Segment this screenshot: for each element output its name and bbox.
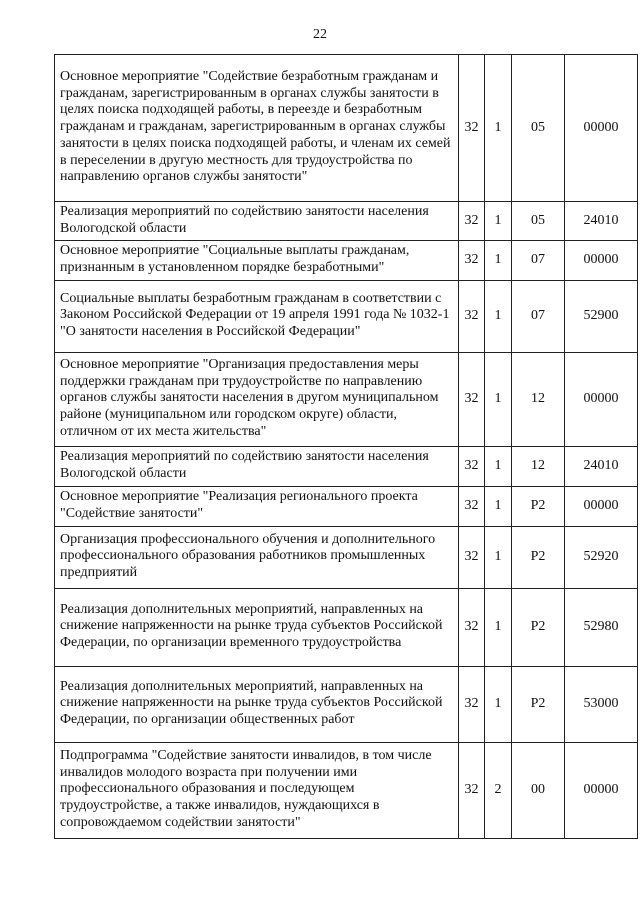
code-cell-1: 32 [459,280,485,352]
row-description: Реализация дополнительных мероприятий, направленных на снижение напряженности на рынке труда субъектов Российской Федерации, по организации временного трудоустройства [55,588,459,666]
code-cell-4: 24010 [565,202,638,241]
code-cell-3: P2 [512,486,565,526]
code-cell-3: 07 [512,241,565,280]
table-row [55,666,638,742]
code-cell-1: 32 [459,241,485,280]
code-cell-4: 52980 [565,588,638,666]
code-cell-1: 32 [459,446,485,486]
code-cell-1: 32 [459,526,485,588]
code-cell-2: 1 [485,55,512,202]
code-cell-2: 1 [485,486,512,526]
code-cell-2: 1 [485,666,512,742]
row-description: Основное мероприятие "Реализация регионального проекта "Содействие занятости" [55,486,459,526]
code-cell-3: 12 [512,446,565,486]
row-description: Организация профессионального обучения и дополнительного профессионального образования работников промышленных предприятий [55,526,459,588]
table-row [55,526,638,588]
code-cell-4: 00000 [565,352,638,446]
code-cell-1: 32 [459,666,485,742]
code-cell-3: 07 [512,280,565,352]
code-cell-2: 1 [485,588,512,666]
code-cell-4: 52920 [565,526,638,588]
code-cell-3: 12 [512,352,565,446]
row-description: Подпрограмма "Содействие занятости инвалидов, в том числе инвалидов молодого возраста при получении ими профессионального образования и последующем трудоустройстве, а также инвалидов, нуждающихся в сопровождаемом содействии занятости" [55,742,459,838]
code-cell-1: 32 [459,486,485,526]
row-description: Реализация дополнительных мероприятий, направленных на снижение напряженности на рынке труда субъектов Российской Федерации, по организации общественных работ [55,666,459,742]
code-cell-2: 1 [485,241,512,280]
code-cell-3: P2 [512,666,565,742]
code-cell-3: P2 [512,588,565,666]
code-cell-3: 05 [512,55,565,202]
table-row [55,352,638,446]
code-cell-4: 24010 [565,446,638,486]
code-cell-2: 1 [485,352,512,446]
code-cell-1: 32 [459,202,485,241]
table-row [55,202,638,241]
code-cell-4: 00000 [565,742,638,838]
code-cell-2: 2 [485,742,512,838]
row-description: Основное мероприятие "Организация предоставления меры поддержки гражданам при трудоустройстве по направлению органов службы занятости населения в другом муниципальном районе (муниципальном или городском округе) области, отличном от их места жительства" [55,352,459,446]
budget-table [54,54,638,839]
code-cell-4: 00000 [565,486,638,526]
code-cell-2: 1 [485,446,512,486]
code-cell-4: 52900 [565,280,638,352]
code-cell-4: 00000 [565,241,638,280]
code-cell-3: P2 [512,526,565,588]
code-cell-3: 05 [512,202,565,241]
table-row [55,55,638,202]
code-cell-4: 53000 [565,666,638,742]
code-cell-2: 1 [485,280,512,352]
code-cell-2: 1 [485,526,512,588]
code-cell-1: 32 [459,55,485,202]
table-row [55,446,638,486]
row-description: Основное мероприятие "Социальные выплаты гражданам, признанным в установленном порядке безработными" [55,241,459,280]
table-row [55,486,638,526]
code-cell-1: 32 [459,742,485,838]
table-row [55,241,638,280]
row-description: Основное мероприятие "Содействие безработным гражданам и гражданам, зарегистрированным в органах службы занятости в целях поиска подходящей работы, в переезде и безработным гражданам и гражданам, зарегистрированным в органах службы занятости в целях поиска подходящей работы, и членам их семей в переселении в другую местность для трудоустройства по направлению органов службы занятости" [55,55,459,202]
code-cell-4: 00000 [565,55,638,202]
row-description: Социальные выплаты безработным гражданам в соответствии с Законом Российской Федерации от 19 апреля 1991 года № 1032-1 "О занятости населения в Российской Федерации" [55,280,459,352]
row-description: Реализация мероприятий по содействию занятости населения Вологодской области [55,202,459,241]
row-description: Реализация мероприятий по содействию занятости населения Вологодской области [55,446,459,486]
table-row [55,280,638,352]
code-cell-3: 00 [512,742,565,838]
page-number: 22 [313,27,327,42]
code-cell-2: 1 [485,202,512,241]
code-cell-1: 32 [459,588,485,666]
table-row [55,588,638,666]
code-cell-1: 32 [459,352,485,446]
table-row [55,742,638,838]
